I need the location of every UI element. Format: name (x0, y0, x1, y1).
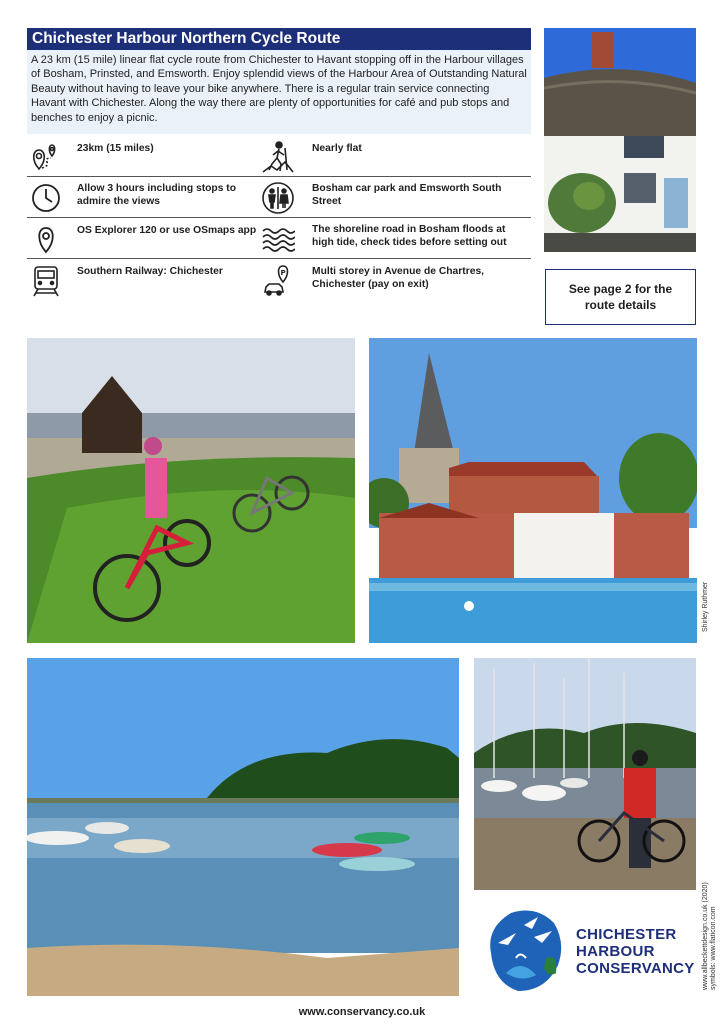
divider (27, 176, 531, 177)
marina-cyclist-photo (474, 658, 696, 890)
train-text: Southern Railway: Chichester (77, 266, 223, 277)
logo-line-2: HARBOUR (576, 943, 655, 960)
photo-credit: Shirley Ruthmer (702, 581, 709, 632)
toilets-icon (261, 181, 295, 215)
route-details-note: See page 2 for the route details (545, 269, 696, 325)
parking-text: Multi storey in Avenue de Chartres, Chichester (pay on exit) (312, 266, 485, 290)
terrain-text: Nearly flat (312, 143, 362, 154)
bikes-boathouse-photo (27, 338, 355, 643)
time-text: Allow 3 hours including stops to admire the views (77, 183, 237, 207)
conservancy-logo (476, 903, 571, 998)
divider (27, 258, 531, 259)
tide-text: The shoreline road in Bosham floods at high tide, check tides before setting out (312, 224, 507, 248)
svg-text:P: P (280, 269, 286, 277)
hiker-icon (261, 140, 295, 174)
info-row-2 (27, 179, 531, 219)
info-row-4 (27, 262, 531, 302)
car-parking-icon (261, 264, 295, 298)
map-pin-icon (29, 222, 63, 256)
divider (27, 217, 531, 218)
bosham-church-photo (369, 338, 697, 643)
logo-line-3: CONSERVANCY (576, 960, 695, 977)
cottage-photo (544, 28, 696, 252)
clock-icon (29, 181, 63, 215)
info-row-3 (27, 220, 531, 260)
page-title: Chichester Harbour Northern Cycle Route (27, 28, 531, 50)
design-credit: www.allbeckettdesign.co.uk (2020) symbols: www.flaticon.com (702, 882, 717, 990)
info-row-1 (27, 138, 531, 178)
distance-text: 23km (15 miles) (77, 143, 154, 154)
waves-icon (261, 222, 295, 256)
route-pin-icon (29, 140, 63, 174)
logo-line-1: CHICHESTER (576, 926, 677, 943)
harbour-boats-photo (27, 658, 459, 996)
map-text: OS Explorer 120 or use OSmaps app (77, 225, 257, 236)
footer-url[interactable]: www.conservancy.co.uk (298, 1006, 426, 1018)
toilets-text: Bosham car park and Emsworth South Street (312, 183, 502, 207)
intro-paragraph: A 23 km (15 mile) linear flat cycle route from Chichester to Havant stopping off in the Harbour villages of Bosham, Prinsted, and Emsworth. Enjoy splendid views of the Harbour Area of Outstanding Natural Beauty without having to leave your bike anywhere. There is a regular train service connecting Havant with Chichester. Along the way there are plenty of opportunities for café and pub stops and benches to enjoy a picnic. (27, 50, 531, 134)
train-icon (29, 264, 63, 298)
logo-text (576, 926, 724, 977)
